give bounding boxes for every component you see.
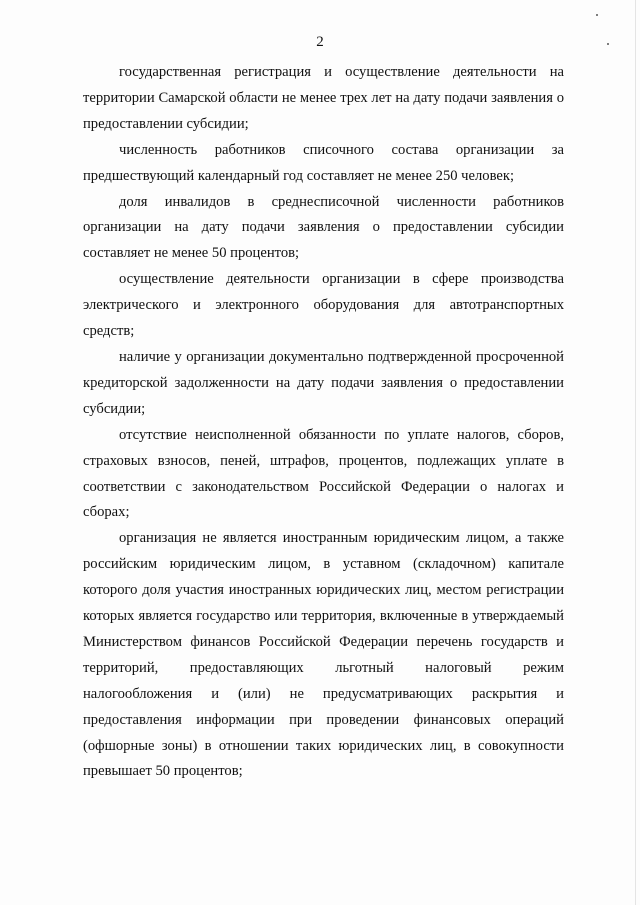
paragraph-headcount: численность работников списочного состава организации за предшествующий календарный год составляет не менее 250 человек; [83, 141, 564, 184]
paragraph-not-foreign: организация не является иностранным юридическим лицом, а также российским юридическим лицом, в уставном (складочном) капитале которого доля участия иностранных юридических лиц, местом регистрации которых является государство или территория, включенные в утверждаемый Министерством финансов Российской Федерации перечень государств и территорий, предоставляющих льготный налоговый режим налогообложения и (или) не предусматривающих раскрытия и предоставления информации при проведении финансовых операций (офшорные зоны) в отношении таких юридических лиц, в совокупности превышает 50 процентов; [83, 530, 564, 780]
page-number: 2 [316, 34, 324, 50]
paragraph-overdue-debt: наличие у организации документально подтвержденной просроченной кредиторской задолженности на дату подачи заявления о предоставлении субсидии; [83, 348, 564, 417]
paragraph-activity: осуществление деятельности организации в сфере производства электрического и электронного оборудования для автотранспортных средств; [83, 271, 564, 340]
document-body [83, 60, 564, 785]
paragraph-disabled-share: доля инвалидов в среднесписочной численности работников организации на дату подачи заявления о предоставлении субсидии составляет не менее 50 процентов; [83, 193, 564, 262]
scan-speck [607, 43, 609, 45]
scan-edge [635, 0, 636, 905]
paragraph-registration: государственная регистрация и осуществление деятельности на территории Самарской области не менее трех лет на дату подачи заявления о предоставлении субсидии; [83, 64, 564, 132]
scan-speck [596, 14, 598, 16]
paragraph-no-tax-arrears: отсутствие неисполненной обязанности по уплате налогов, сборов, страховых взносов, пеней, штрафов, процентов, подлежащих уплате в соответствии с законодательством Российской Федерации о налогах и сборах; [83, 426, 564, 521]
